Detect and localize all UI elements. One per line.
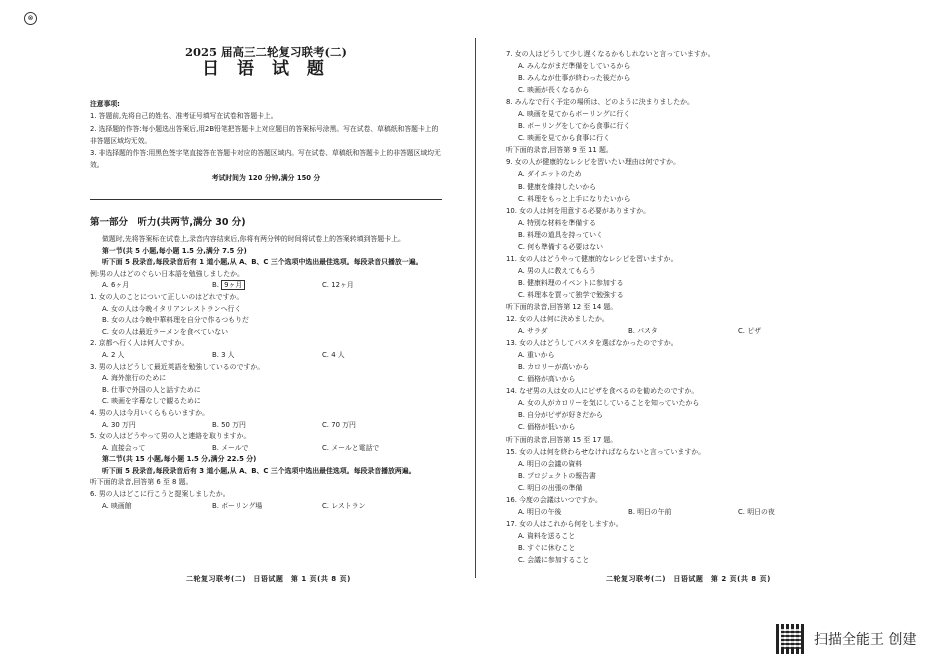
option: C. ピザ (738, 327, 761, 336)
option: A. 女の人は今晩イタリアンレストランへ行く (102, 304, 242, 313)
option: A. 明日の会議の資料 (518, 459, 583, 468)
option: B. 明日の午前 (628, 507, 672, 516)
question-4: 4. 男の人は今月いくらもらいますか。 (90, 408, 210, 417)
question-5: 5. 女の人はどうやって男の人と連絡を取りますか。 (90, 432, 251, 441)
question-4-options (90, 420, 442, 432)
listening-section (90, 234, 442, 512)
option: C. 12ヶ月 (322, 281, 354, 290)
question-3: 3. 男の人はどうして最近英語を勉強しているのですか。 (90, 362, 265, 371)
questions-column (506, 48, 858, 566)
option: B. パスタ (628, 327, 658, 336)
option: C. 料理本を買って独学で勉強する (518, 290, 624, 299)
question-2: 2. 京都へ行く人は何人ですか。 (90, 339, 189, 348)
intro-text: 做题时,先将答案标在试卷上,录音内容结束后,你将有两分钟的时间将试卷上的答案转填到答题卡上。 (102, 235, 405, 243)
divider-rule (90, 199, 442, 200)
watermark-text: 扫描全能王 创建 (814, 632, 917, 648)
option: B. 女の人は今晩中華料理を自分で作るつもりだ (102, 316, 249, 325)
question-6-options (90, 501, 442, 513)
option: B. 料理の道具を持っていく (518, 230, 603, 239)
option: A. サラダ (518, 327, 548, 336)
group-instruction: 听下面的录音,回答第 9 至 11 题。 (506, 146, 613, 155)
option: C. 会議に参加すること (518, 555, 590, 564)
question-15: 15. 女の人は何を終わらせなければならないと言っていますか。 (506, 447, 705, 456)
question-16-options (506, 506, 858, 518)
boxed-answer: 9ヶ月 (221, 280, 245, 290)
question-12: 12. 女の人は何に決めましたか。 (506, 315, 609, 324)
option: C. 何も準備する必要はない (518, 242, 603, 251)
option: B. ボーリングをしてから食事に行く (518, 122, 631, 131)
notice-item: 1. 答题前,先将自己的姓名、准考证号填写在试卷和答题卡上。 (90, 112, 278, 121)
corner-circle-mark: ⊗ (24, 12, 37, 25)
option: A. 男の人に教えてもらう (518, 266, 596, 275)
option: A. ダイエットのため (518, 170, 582, 179)
option: C. 料理をもっと上手になりたいから (518, 194, 631, 203)
option: C. 価格が高いから (518, 375, 576, 384)
option: B. カロリーが高いから (518, 363, 590, 372)
option-letter: B. (212, 281, 219, 290)
option: B. すぐに休むこと (518, 543, 576, 552)
page-footer: 二轮复习联考(二) 日语试题 第 1 页(共 8 页) (186, 575, 351, 583)
question-9: 9. 女の人が健康的なレシピを習いたい理由は何ですか。 (506, 158, 680, 167)
section-one-title: 第一节(共 5 小题,每小题 1.5 分,满分 7.5 分) (102, 246, 247, 255)
question-5-options (90, 443, 442, 455)
option: B. 健康を維持したいから (518, 182, 597, 191)
option: C. 女の人は最近ラーメンを食べていない (102, 327, 228, 336)
question-12-options (506, 325, 858, 337)
option: A. 30 万円 (102, 420, 136, 429)
exam-time-line: 考试时间为 120 分钟,满分 150 分 (211, 173, 321, 182)
qr-code-icon (776, 624, 806, 654)
option: C. 明日の夜 (738, 507, 775, 516)
option: B. 自分がピザが好きだから (518, 411, 603, 420)
question-17: 17. 女の人はこれから何をしますか。 (506, 519, 623, 528)
option: C. メールと電話で (322, 443, 380, 452)
option: A. 2 人 (102, 350, 125, 359)
question-1: 1. 女の人のことについて正しいのはどれですか。 (90, 292, 244, 301)
notice-item: 2. 选择题的作答:每小题选出答案后,用2B铅笔把答题卡上对应题目的答案标号涂黑。写在试卷、草稿纸和答题卡上的非答题区域均无效。 (90, 124, 439, 145)
option: B. 3 人 (212, 350, 235, 359)
exam-subject-title: 日 语 试 题 (202, 59, 330, 79)
question-13: 13. 女の人はどうしてパスタを選ばなかったのですか。 (506, 339, 678, 348)
option: C. 映画を字幕なしで観るために (102, 397, 201, 406)
section-two-instruction: 听下面 5 段录音,每段录音后有 3 道小题,从 A、B、C 三个选项中选出最佳选项。每段录音播放两遍。 (102, 466, 416, 475)
section-two-title: 第二节(共 15 小题,每小题 1.5 分,满分 22.5 分) (102, 455, 257, 464)
group-instruction: 听下面的录音,回答第 6 至 8 题。 (90, 478, 193, 487)
group-instruction: 听下面的录音,回答第 15 至 17 题。 (506, 435, 618, 444)
notice-block (90, 98, 442, 184)
example-options (90, 280, 442, 292)
notice-heading: 注意事项: (90, 100, 120, 108)
option: A. 6ヶ月 (102, 281, 130, 290)
column-divider (475, 38, 476, 578)
option: A. 重いから (518, 351, 555, 360)
question-16: 16. 今度の会議はいつですか。 (506, 495, 602, 504)
question-8: 8. みんなで行く予定の場所は、どのように決まりましたか。 (506, 98, 694, 107)
option: A. 映画館 (102, 501, 132, 510)
group-instruction: 听下面的录音,回答第 12 至 14 题。 (506, 302, 618, 311)
option: C. レストラン (322, 501, 366, 510)
question-11: 11. 女の人はどうやって健康的なレシピを習いますか。 (506, 254, 678, 263)
question-7: 7. 女の人はどうして少し遅くなるかもしれないと言っていますか。 (506, 50, 715, 58)
section-one-instruction: 听下面 5 段录音,每段录音后有 1 道小题,从 A、B、C 三个选项中选出最佳选项。每段录音只播放一遍。 (102, 258, 423, 267)
option: C. 70 万円 (322, 420, 356, 429)
option: A. 特別な材料を準備する (518, 218, 596, 227)
option: A. 直接会って (102, 443, 146, 452)
option: C. 明日の出張の準備 (518, 483, 583, 492)
option: B. メールで (212, 443, 249, 452)
exam-title: 2025 届高三二轮复习联考(二) (185, 45, 347, 59)
option: C. 価格が低いから (518, 423, 576, 432)
question-10: 10. 女の人は何を用意する必要がありますか。 (506, 206, 651, 215)
part-one-title: 第一部分 听力(共两节,满分 30 分) (90, 217, 246, 228)
page-footer: 二轮复习联考(二) 日语试题 第 2 页(共 8 页) (606, 575, 771, 583)
option: B. 仕事で外国の人と話すために (102, 385, 201, 394)
example-question: 例:男の人はどのぐらい日本語を勉強しましたか。 (90, 269, 244, 278)
option: C. 映画を見てから食事に行く (518, 134, 610, 143)
scanner-watermark (776, 624, 916, 654)
option: A. 映画を見てからボーリングに行く (518, 110, 631, 119)
question-14: 14. なぜ男の人は女の人にピザを食べるのを勧めたのですか。 (506, 387, 699, 396)
option: A. みんながまだ準備をしているから (518, 62, 631, 71)
question-2-options (90, 350, 442, 362)
option: B. プロジェクトの報告書 (518, 471, 596, 480)
option: A. 明日の午後 (518, 507, 562, 516)
option: B. 健康料理のイベントに参加する (518, 278, 624, 287)
option: A. 女の人がカロリーを気にしていることを知っていたから (518, 399, 700, 408)
option-boxed (212, 280, 322, 292)
option: A. 資料を送ること (518, 531, 576, 540)
option: B. 50 万円 (212, 420, 246, 429)
option: B. みんなが仕事が終わった後だから (518, 74, 631, 83)
option: C. 映画が長くなるから (518, 86, 590, 95)
option: C. 4 人 (322, 350, 345, 359)
option: B. ボーリング場 (212, 501, 263, 510)
notice-item: 3. 非选择题的作答:用黑色签字笔直接答在答题卡对应的答题区域内。写在试卷、草稿纸和答题卡上的非答题区域均无效。 (90, 149, 441, 170)
question-6: 6. 男の人はどこに行こうと提案しましたか。 (90, 490, 230, 499)
option: A. 海外旅行のために (102, 374, 167, 383)
